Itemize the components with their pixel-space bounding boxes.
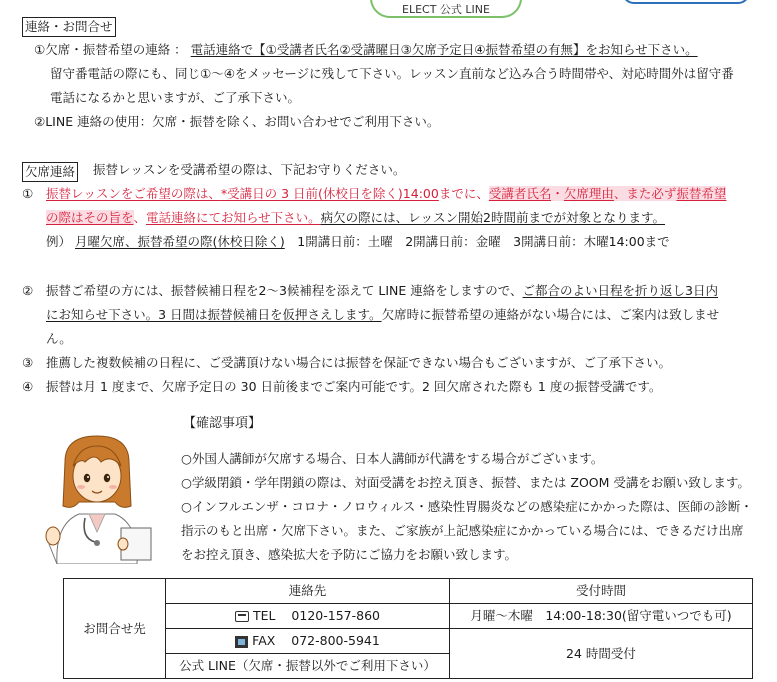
absence-item-2-number: ② — [22, 283, 34, 298]
nurse-illustration — [35, 432, 160, 564]
fax-number[interactable]: 072-800-5941 — [291, 633, 380, 648]
confirm-section-title: 【確認事項】 — [183, 416, 262, 431]
confirm-line-1: ○外国人講師が欠席する場合、日本人講師が代講をする場合がございます。 — [181, 451, 604, 466]
contact-line-3: 電話になるかと思いますが、ご了承下さい。 — [50, 90, 301, 105]
absence-section-title: 欠席連絡 — [22, 160, 78, 184]
top-right-badge[interactable] — [622, 0, 750, 4]
absence-intro: 振替レッスンを受講希望の際は、下記お守りください。 — [93, 162, 406, 177]
confirm-line-2: ○学級閉鎖・学年閉鎖の際は、対面受講をお控え頂き、振替、または ZOOM 受講をお願い致します。 — [181, 475, 750, 490]
absence-item-4-number: ④ — [22, 379, 34, 394]
tel-number[interactable]: 0120-157-860 — [291, 608, 380, 623]
fax-icon — [235, 636, 248, 648]
contact-line-2: 留守番電話の際にも、同じ①～④をメッセージに残して下さい。レッスン直前など込み合う時間帯や、対応時間外は留守番 — [50, 66, 734, 81]
table-row — [64, 629, 753, 654]
absence-item-1-line-2: の際はその旨を、電話連絡にてお知らせ下さい。病欠の際には、レッスン開始2時間前までが対象となります。 — [46, 210, 666, 225]
absence-item-3-number: ③ — [22, 355, 34, 370]
other-hours: 24 時間受付 — [450, 629, 753, 679]
contact-section-title: 連絡・お問合せ — [22, 15, 116, 39]
table-col-hours: 受付時間 — [450, 579, 753, 604]
absence-item-3-text: 推薦した複数候補の日程に、ご受講頂けない場合には振替を保証できない場合もございますが、ご了承下さい。 — [46, 355, 672, 370]
confirm-line-5: をお控え頂き、感染拡大を予防にご協力をお願い致します。 — [181, 547, 518, 562]
tel-hours: 月曜～木曜 14:00-18:30(留守電いつでも可) — [450, 604, 753, 629]
line-official-badge[interactable] — [370, 0, 522, 18]
absence-item-2-line-3: ん。 — [46, 331, 72, 346]
absence-item-1-number: ① — [22, 186, 34, 201]
line-official-badge-label: ELECT 公式 LINE — [402, 3, 490, 16]
table-row — [64, 579, 753, 604]
phone-icon — [235, 611, 249, 622]
line-cell[interactable]: 公式 LINE（欠席・振替以外でご利用下さい） — [166, 654, 450, 679]
absence-item-2-line-2: にお知らせ下さい。3 日間は振替候補日を仮押さえします。欠席時に振替希望の連絡がない場合には、ご案内は致しませ — [46, 307, 720, 322]
tel-cell[interactable]: TEL 0120-157-860 — [166, 604, 450, 629]
contact-line-4: ②LINE 連絡の使用：欠席・振替を除く、お問い合わせでご利用下さい。 — [34, 114, 440, 129]
table-row — [64, 604, 753, 629]
top-badges — [0, 0, 777, 20]
confirm-line-4: 指示のもと出席・欠席下さい。また、ご家族が上記感染症にかかっている場合には、できるだけ出席 — [181, 523, 744, 538]
confirm-line-3: ○インフルエンザ・コロナ・ノロウィルス・感染性胃腸炎などの感染症にかかった際は、医師の診断・ — [181, 499, 753, 514]
contact-line-1: ①欠席・振替希望の連絡 ： 電話連絡で【①受講者氏名②受講曜日③欠席予定日④振替希望の有無】をお知らせ下さい。 — [34, 42, 698, 57]
absence-item-1-line-1: 振替レッスンをご希望の際は、*受講日の 3 日前(休校日を除く)14:00までに、受講者氏名・欠席理由、また必ず振替希望 — [46, 186, 727, 201]
absence-item-4-text: 振替は月 1 度まで、欠席予定日の 30 日前後までご案内可能です。2 回欠席された際も 1 度の振替受講です。 — [46, 379, 662, 394]
fax-cell[interactable]: FAX 072-800-5941 — [166, 629, 450, 654]
absence-item-1-example: 例） 月曜欠席、振替希望の際(休校日除く) 1開講日前：土曜 2開講日前：金曜 3開講日前：木曜14:00まで — [46, 234, 670, 249]
contact-table — [63, 578, 753, 679]
table-col-contact: 連絡先 — [166, 579, 450, 604]
absence-item-2-line-1: 振替ご希望の方には、振替候補日程を2～3候補程を添えて LINE 連絡をしますので、ご都合のよい日程を折り返し3日内 — [46, 283, 718, 298]
table-row-header: お問合せ先 — [64, 579, 166, 679]
